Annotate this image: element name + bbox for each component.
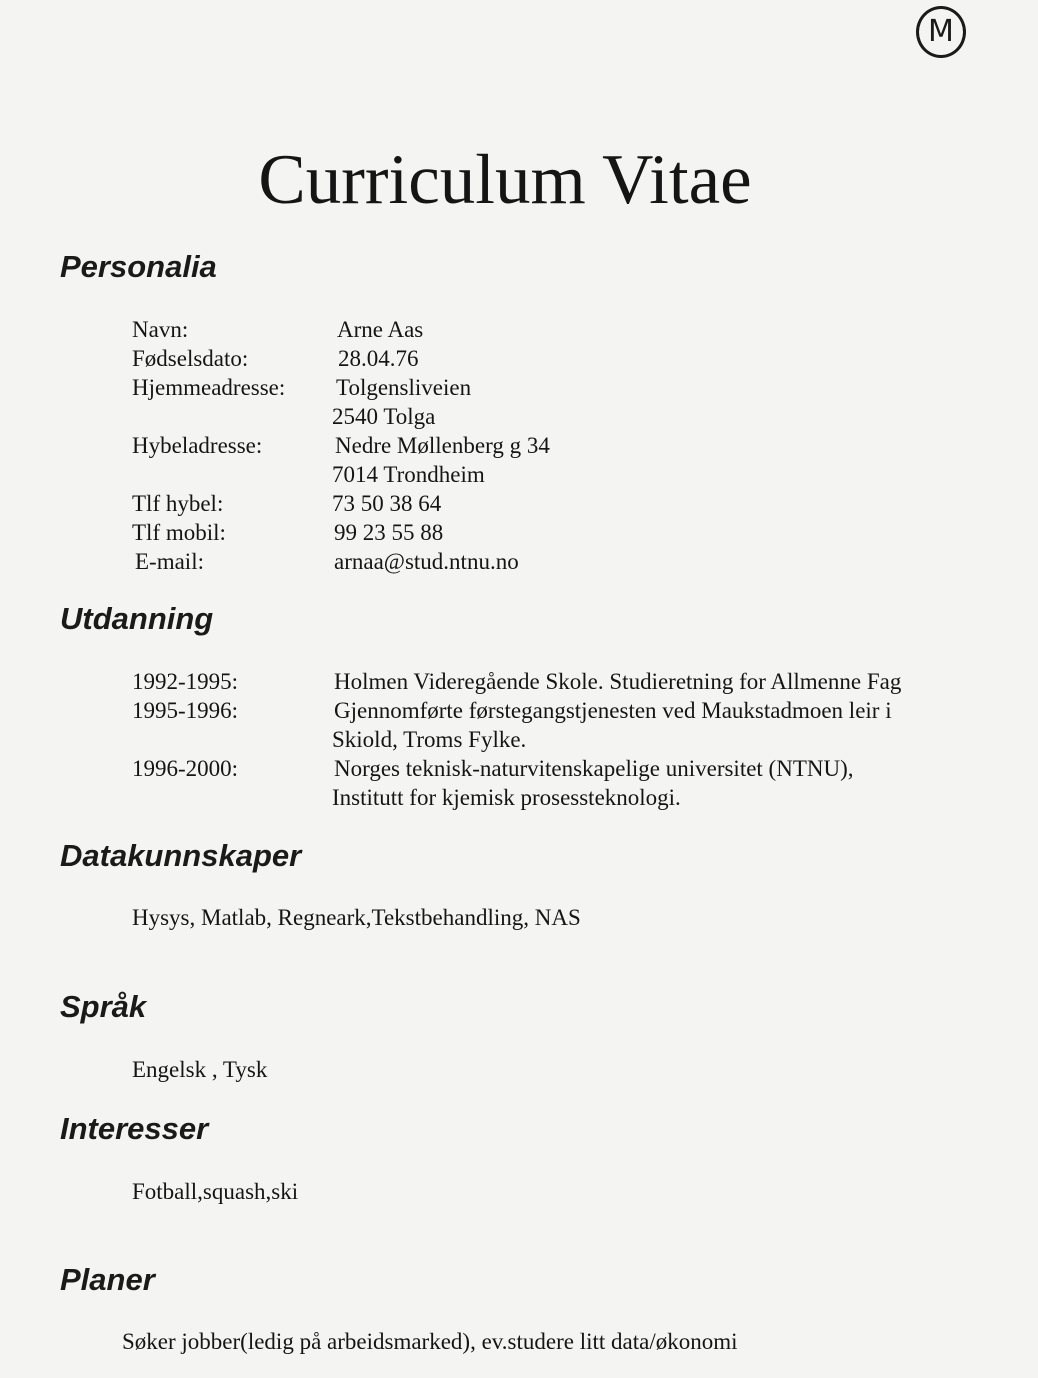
section-heading-datakunnskaper: Datakunnskaper [60,838,302,873]
label-hybeladresse: Hybeladresse: [132,433,263,458]
education-1995-line-2: Skiold, Troms Fylke. [332,727,527,752]
datakunnskaper-text: Hysys, Matlab, Regneark,Tekstbehandling, NAS [132,905,581,930]
value-hjemmeadresse-street: Tolgensliveien [336,375,472,400]
education-1996-line-2: Institutt for kjemisk prosessteknologi. [332,785,681,810]
education-1996-line-1: Norges teknisk-naturvitenskapelige universitet (NTNU), [334,756,854,781]
planer-text: Søker jobber(ledig på arbeidsmarked), ev.studere litt data/økonomi [122,1329,738,1354]
value-email: arnaa@stud.ntnu.no [334,549,519,574]
section-heading-personalia: Personalia [60,249,217,284]
label-navn: Navn: [132,317,189,342]
document-title: Curriculum Vitae [258,141,752,219]
education-1992-line-1: Holmen Videregående Skole. Studieretning for Allmenne Fag [334,669,902,694]
value-hjemmeadresse-city: 2540 Tolga [332,404,436,429]
section-heading-sprak: Språk [60,989,147,1024]
label-year-1992: 1992-1995: [132,669,239,694]
section-heading-utdanning: Utdanning [60,601,214,636]
value-fodselsdato: 28.04.76 [338,346,419,371]
circled-m-stamp: M [916,6,966,58]
value-tlf-mobil: 99 23 55 88 [334,520,444,545]
label-hjemmeadresse: Hjemmeadresse: [132,375,286,400]
value-hybeladresse-city: 7014 Trondheim [332,462,485,487]
value-tlf-hybel: 73 50 38 64 [332,491,442,516]
label-tlf-hybel: Tlf hybel: [132,491,224,516]
education-1995-line-1: Gjennomførte førstegangstjenesten ved Maukstadmoen leir i [334,698,892,723]
label-email: E-mail: [135,549,204,574]
label-year-1995: 1995-1996: [132,698,239,723]
label-tlf-mobil: Tlf mobil: [132,520,226,545]
label-fodselsdato: Fødselsdato: [132,346,249,371]
interesser-text: Fotball,squash,ski [132,1179,299,1204]
label-year-1996: 1996-2000: [132,756,239,781]
section-heading-planer: Planer [60,1262,155,1297]
value-navn: Arne Aas [337,317,424,342]
sprak-text: Engelsk , Tysk [132,1057,268,1082]
section-heading-interesser: Interesser [60,1111,209,1146]
value-hybeladresse-street: Nedre Møllenberg g 34 [335,433,550,458]
